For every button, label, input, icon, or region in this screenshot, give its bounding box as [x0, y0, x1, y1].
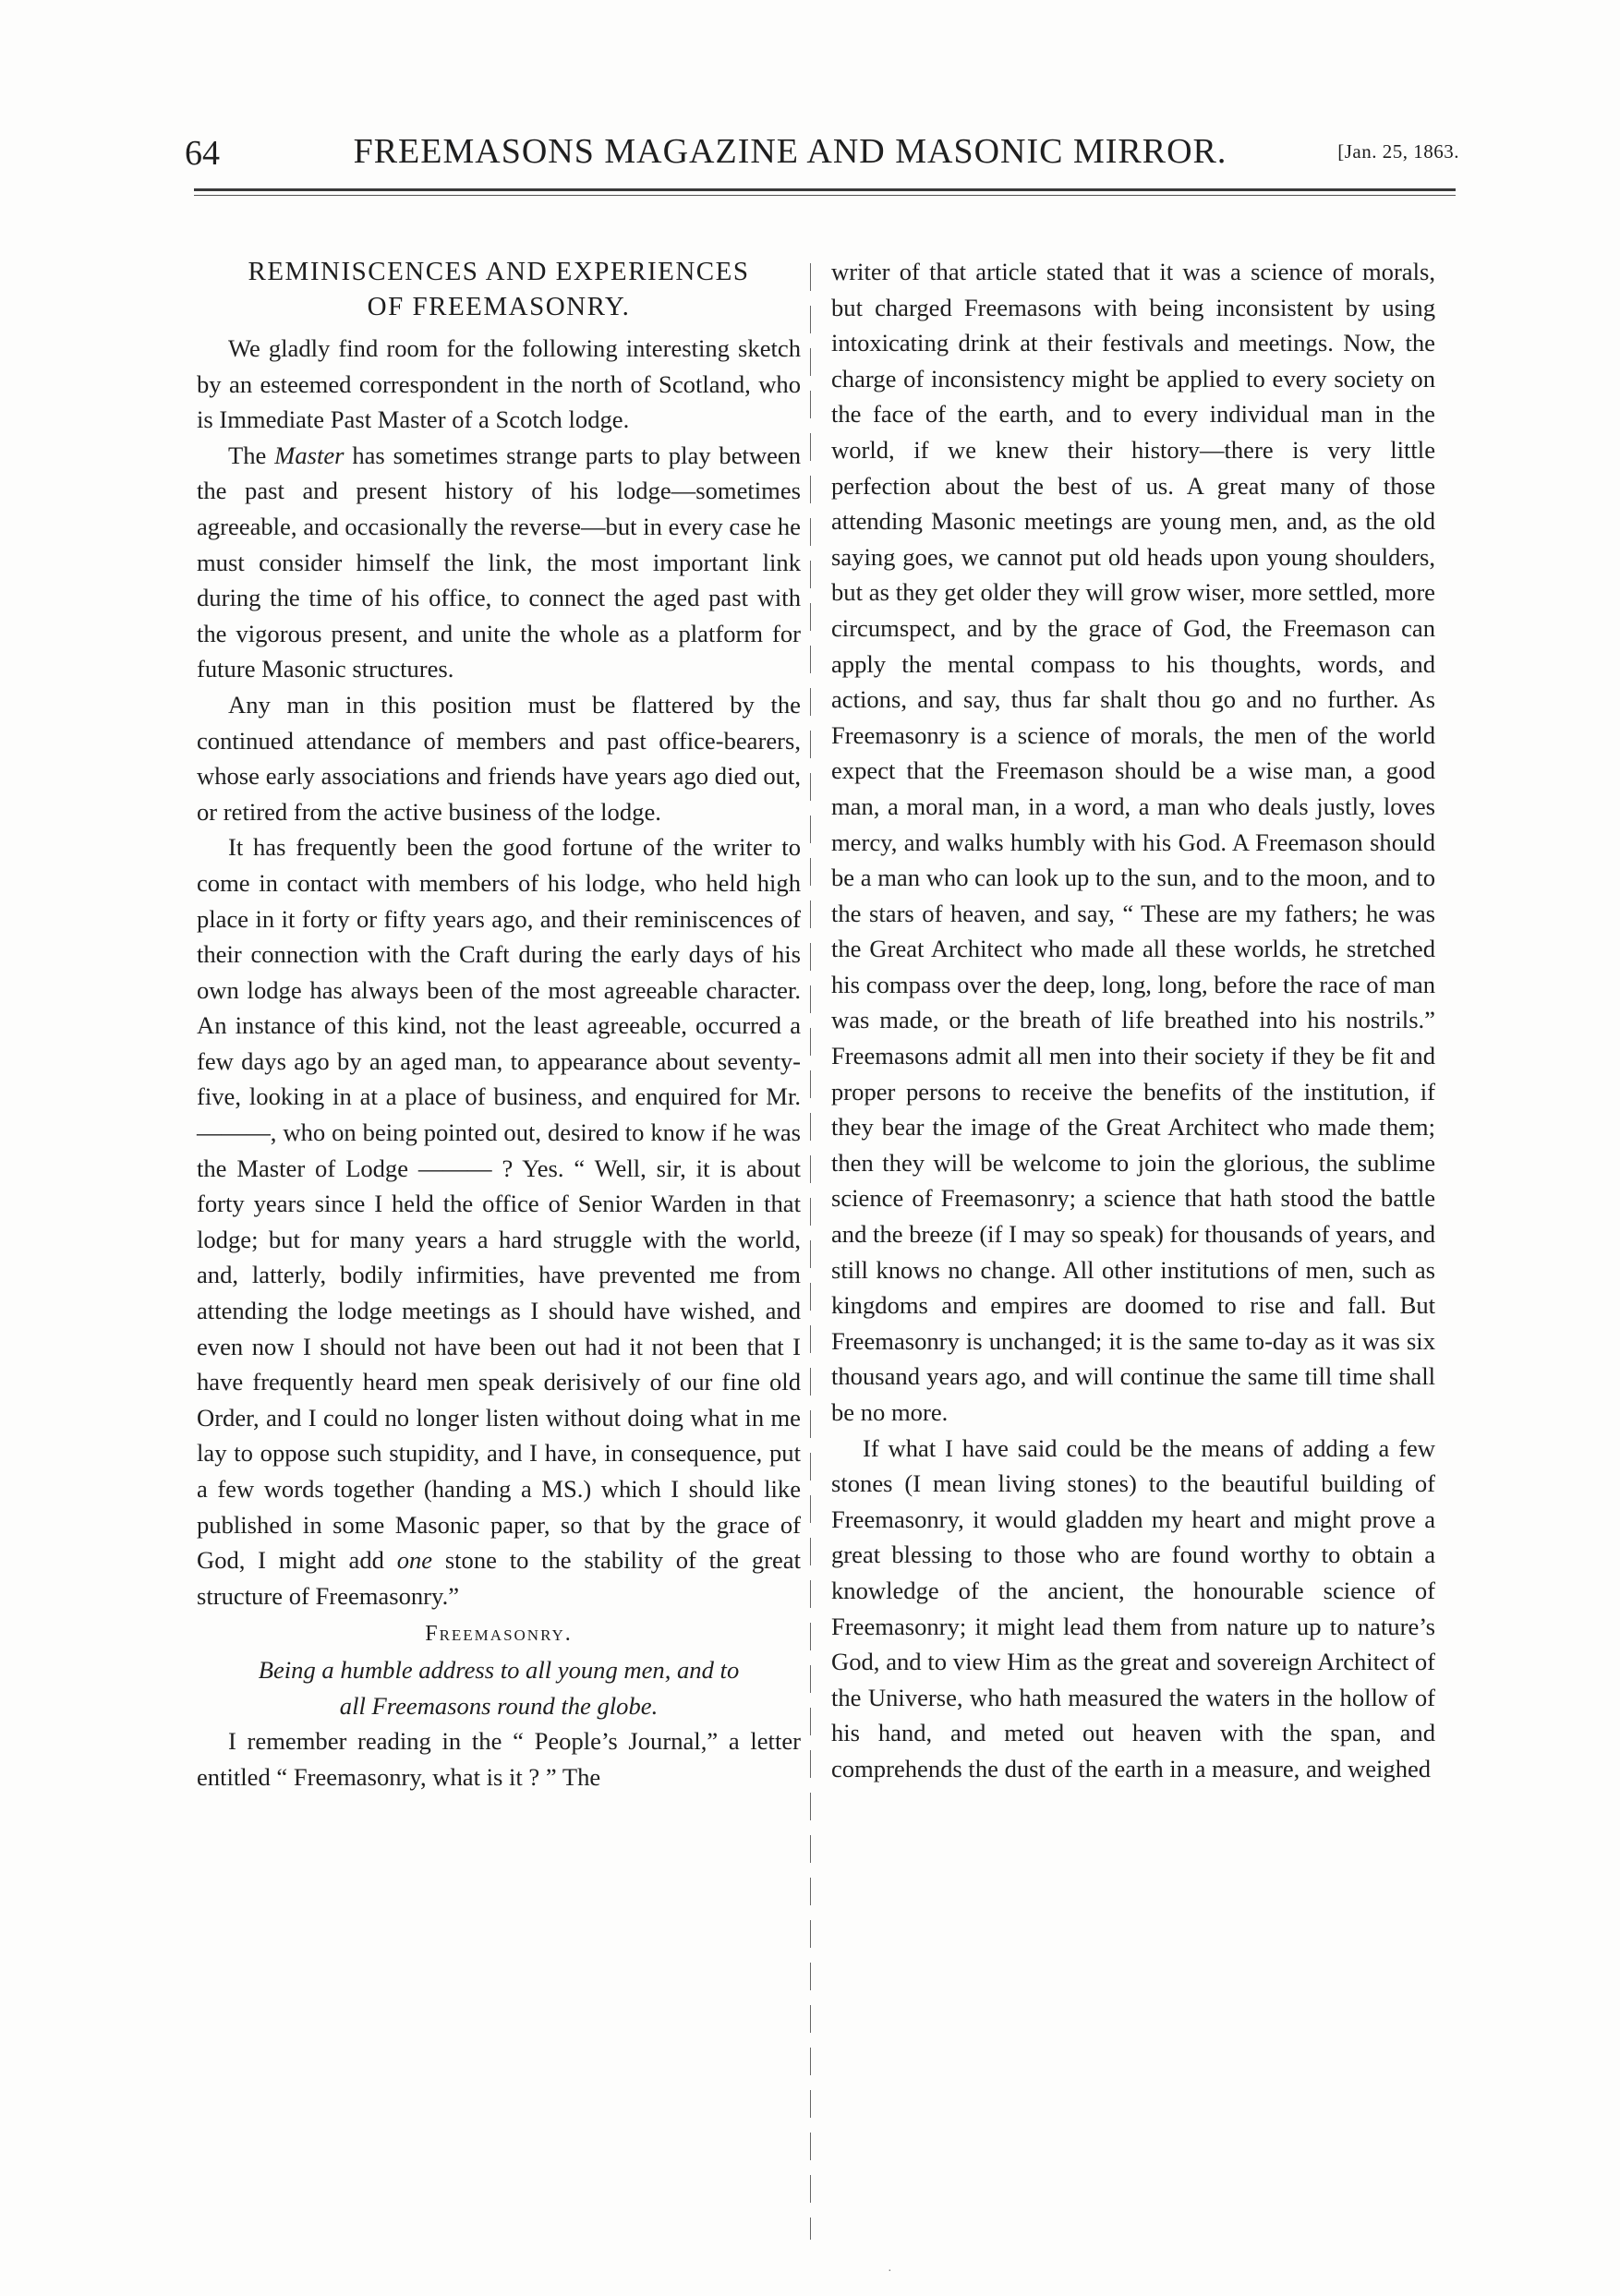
issue-date: [Jan. 25, 1863.: [1337, 140, 1459, 163]
paragraph-morals: writer of that article stated that it was a science of morals, but charged Freemasons with being inconsistent by using intoxicating drink at their festivals and meetings. Now, the charge of inconsistency might be applied to every society on the face of the earth, and to every individual man in the world, if we knew their history—there is very little perfection about the best of us. A great many of those attending Masonic meetings are young men, and, as the old saying goes, we cannot put old heads upon young shoulders, but as they get older they will grow wiser, more settled, more circumspect, and by the grace of God, the Freemason can apply the mental compass to his thoughts, words, and actions, and say, thus far shalt thou go and no further. As Freemasonry is a science of morals, the men of the world expect that the Freemason should be a wise man, a good man, a moral man, in a word, a man who deals justly, loves mercy, and walks humbly with his God. A Freemason should be a man who can look up to the sun, and to the moon, and to the stars of heaven, and say, “ These are my fathers; he was the Great Architect who made all these worlds, he stretched his compass over the deep, long, long, before the race of man was made, or the breath of life breathed into his nostrils.” Freemasons admit all men into their society if they be fit and proper persons to receive the benefits of the institution, if they bear the image of the Great Architect who made them; then they will be welcome to join the glorious, the sublime science of Freemasonry; a science that hath stood the battle and the breeze (if I may so speak) for thousands of years, and still knows no change. All other institutions of men, such as kingdoms and empires are doomed to rise and fall. But Freemasonry is unchanged; it is the same to-day as it was six thousand years ago, and will continue the same till time shall be no more.: [831, 258, 1435, 1426]
section-heading: Freemasonry.: [425, 1622, 573, 1647]
page-number: 64: [185, 134, 220, 173]
paragraph-position: Any man in this position must be flattered by the continued attendance of members and past office-bearers, whose early associations and friends have years ago died out, or retired from the active business of the lodge.: [197, 690, 801, 826]
section-subtitle: [197, 1652, 801, 1723]
paragraph-fortune: [197, 829, 801, 1613]
right-column: [831, 254, 1435, 1787]
page-header: [185, 129, 1459, 185]
header-rule-thin: [194, 195, 1456, 196]
left-column: [197, 254, 801, 1795]
paragraph-master-rest: has sometimes strange parts to play between the past and present history of his lodge—sometimes agreeable, and occasionally the reverse—but in every case he must consider himself the link, the most important link during the time of his office, to connect the aged past with the vigorous present, and unite the whole as a platform for future Masonic structures.: [197, 441, 801, 683]
paragraph-master-lead: The: [228, 441, 275, 469]
stray-print-mark: ·: [888, 2265, 892, 2278]
paragraph-master: [197, 438, 801, 687]
article-title: [197, 254, 801, 324]
paragraph-living-stones: If what I have said could be the means of adding a few stones (I mean living stones) to the beautiful building of Freemasonry, it would gladden my heart and might prove a great blessing to those who are found worthy to obtain a knowledge of the ancient, the honourable science of Freemasonry; it might lead them from nature up to nature’s God, and to view Him as the great and sovereign Architect of the Universe, who hath measured the waters in the hollow of his hand, and meted out heaven with the span, and comprehends the dust of the earth in a measure, and weighed: [831, 1433, 1435, 1782]
paragraph-fortune-text: It has frequently been the good fortune of the writer to come in contact with members of his lodge, who held high place in it forty or fifty years ago, and their reminiscences of their connection with the Craft during the early days of his own lodge has always been of the most agreeable character. An instance of this kind, not the least agreeable, occurred a few days ago by an aged man, to appearance about seventy-five, looking in at a place of business, and enquired for Mr. ———, who on being pointed out, desired to know if he was the Master of Lodge ——— ? Yes. “ Well, sir, it is about forty years since I held the office of Senior Warden in that lodge; but for many years a hard struggle with the world, and, latterly, bodily infirmities, have prevented me from attending the lodge meetings as I should have wished, and even now I should not have been out had it not been that I have frequently heard men speak derisively of our fine old Order, and I could no longer listen without doing what in me lay to oppose such stupidity, and I have, in consequence, put a few words together (handing a MS.) which I should like published in some Masonic paper, so that by the grace of God, I might add: [197, 833, 801, 1575]
paragraph-fortune-end: stone to the stability of the great structure of Freemasonry.”: [197, 1546, 801, 1610]
paragraph-fortune-italic: one: [396, 1546, 433, 1575]
paragraph-master-italic: Master: [274, 441, 345, 469]
section-subtitle-line2: all Freemasons round the globe.: [339, 1691, 659, 1720]
article-title-line2: OF FREEMASONRY.: [367, 292, 631, 321]
header-rule: [194, 188, 1456, 191]
running-title: FREEMASONS MAGAZINE AND MASONIC MIRROR.: [353, 132, 1227, 171]
article-title-line1: REMINISCENCES AND EXPERIENCES: [248, 257, 750, 286]
paragraph-remember: I remember reading in the “ People’s Journal,” a letter entitled “ Freemasonry, what is it ? ” The: [197, 1727, 801, 1791]
section-subtitle-line1: Being a humble address to all young men, and to: [258, 1655, 740, 1684]
intro-paragraph: We gladly find room for the following interesting sketch by an esteemed correspondent in the north of Scotland, who is Immediate Past Master of a Scotch lodge.: [197, 334, 801, 434]
column-divider: [810, 263, 811, 2240]
